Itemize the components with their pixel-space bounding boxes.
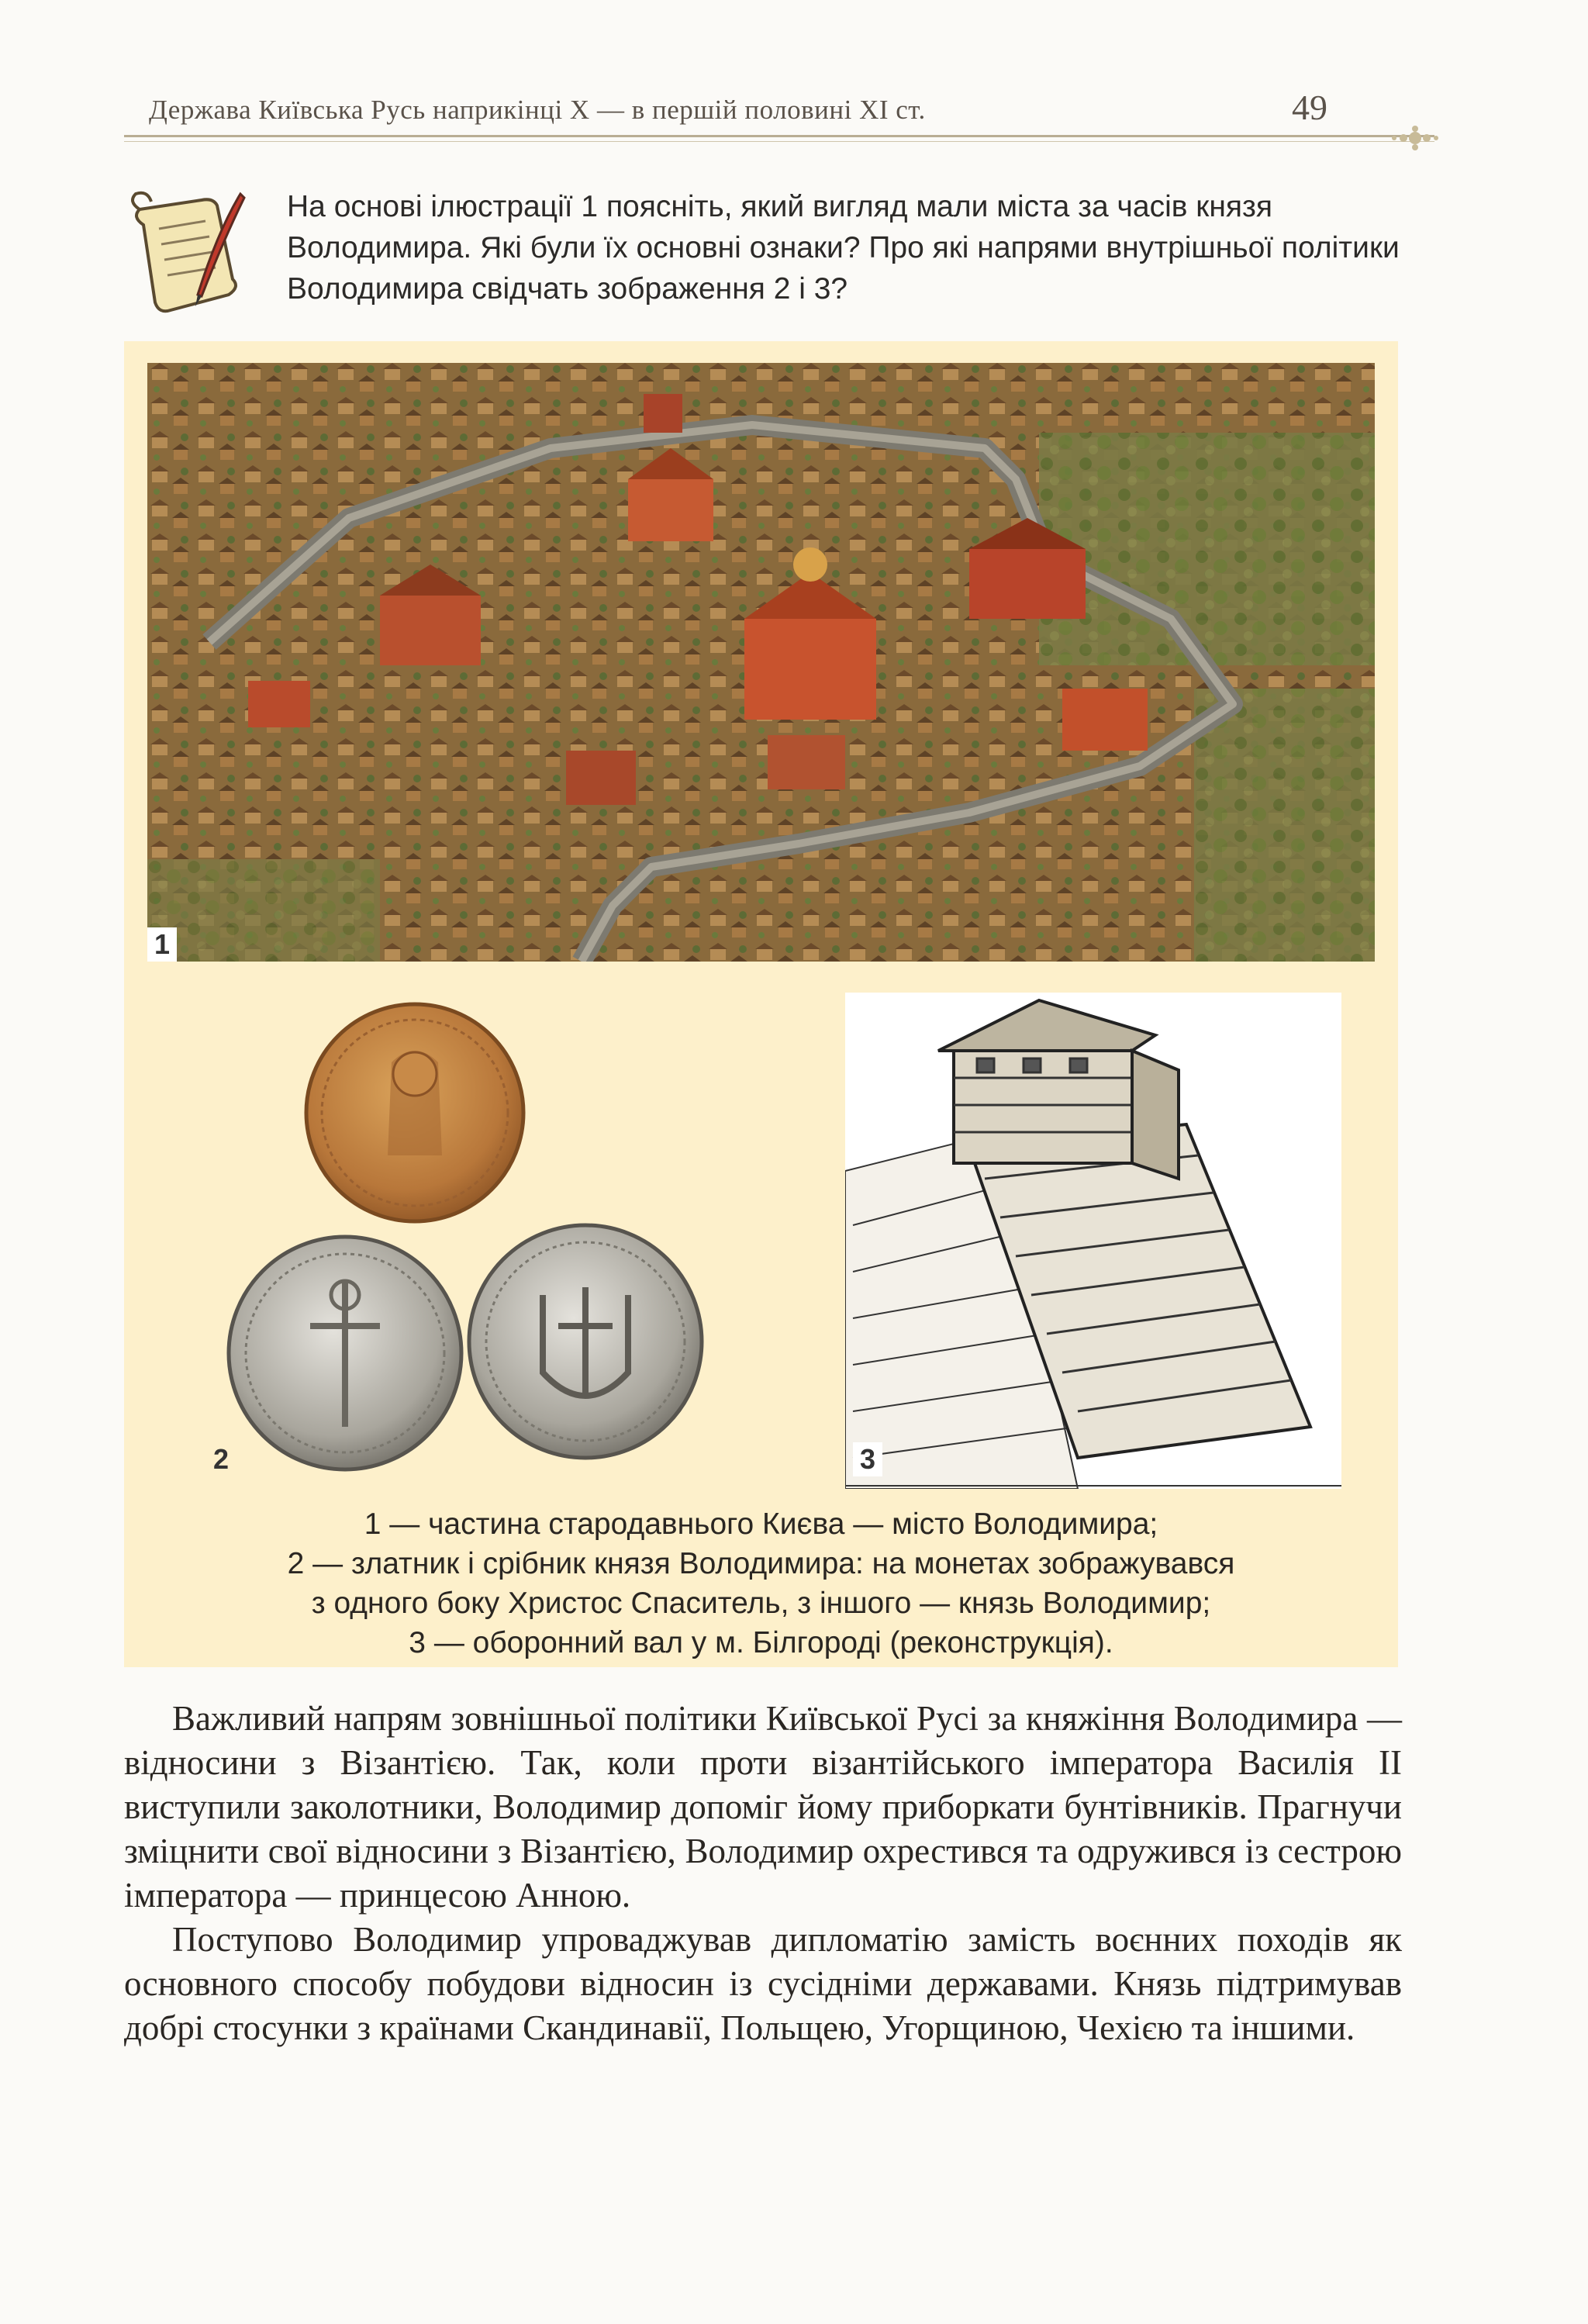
illustration-panel bbox=[124, 341, 1398, 1667]
figure-1-label: 1 bbox=[147, 927, 177, 962]
header-rule bbox=[124, 135, 1434, 137]
scroll-quill-icon bbox=[124, 186, 248, 318]
kyiv-model-photo bbox=[147, 363, 1375, 962]
running-header bbox=[124, 87, 1427, 149]
page-number: 49 bbox=[1292, 88, 1327, 127]
paragraph: Поступово Володимир упроваджував дипломатію замість воєнних походів як основного способу побудови відносин із сусідніми державами. Князь підтримував добрі стосунки з країнами Скандинавії, Польщею, Угорщиною, Чехією та іншими. bbox=[124, 1920, 1402, 2047]
caption-line-4: 3 — оборонний вал у м. Білгороді (реконструкція). bbox=[409, 1626, 1113, 1659]
task-text: На основі ілюстрації 1 поясніть, який вигляд мали міста за часів князя Володимира. Які були їх основні ознаки? Про які напрями внутрішньої політики Володимира свідчать зображення 2 і 3? bbox=[287, 190, 1400, 306]
figure-2-label: 2 bbox=[212, 1443, 230, 1475]
caption-line-1: 1 — частина стародавнього Києва — місто Володимира; bbox=[364, 1507, 1158, 1541]
header-rule-thin bbox=[124, 141, 1434, 142]
caption-line-3: з одного боку Христос Спаситель, з іншого — князь Володимир; bbox=[311, 1587, 1211, 1620]
caption-line-2: 2 — златник і срібник князя Володимира: на монетах зображувався bbox=[287, 1547, 1235, 1580]
running-title: Держава Київська Русь наприкінці X — в першій половині XI ст. bbox=[149, 95, 926, 125]
figure-caption bbox=[124, 1504, 1398, 1663]
coins-image bbox=[217, 1000, 775, 1481]
body-text bbox=[124, 1697, 1402, 2050]
figure-3-label: 3 bbox=[853, 1442, 882, 1476]
kyiv-model-image bbox=[147, 363, 1375, 962]
rampart-drawing bbox=[845, 993, 1341, 1489]
ornament-icon bbox=[1388, 123, 1442, 154]
paragraph: Важливий напрям зовнішньої політики Київської Русі за княжіння Володимира — відносини з Візантією. Так, коли проти візантійського імператора Василія II виступили заколотники, Володимир допоміг йому приборкати бунтівників. Прагнучи зміцнити свої відносини з Візантією, Володимир охрестився та одружився із сестрою імператора — принцесою Анною. bbox=[124, 1699, 1402, 1915]
